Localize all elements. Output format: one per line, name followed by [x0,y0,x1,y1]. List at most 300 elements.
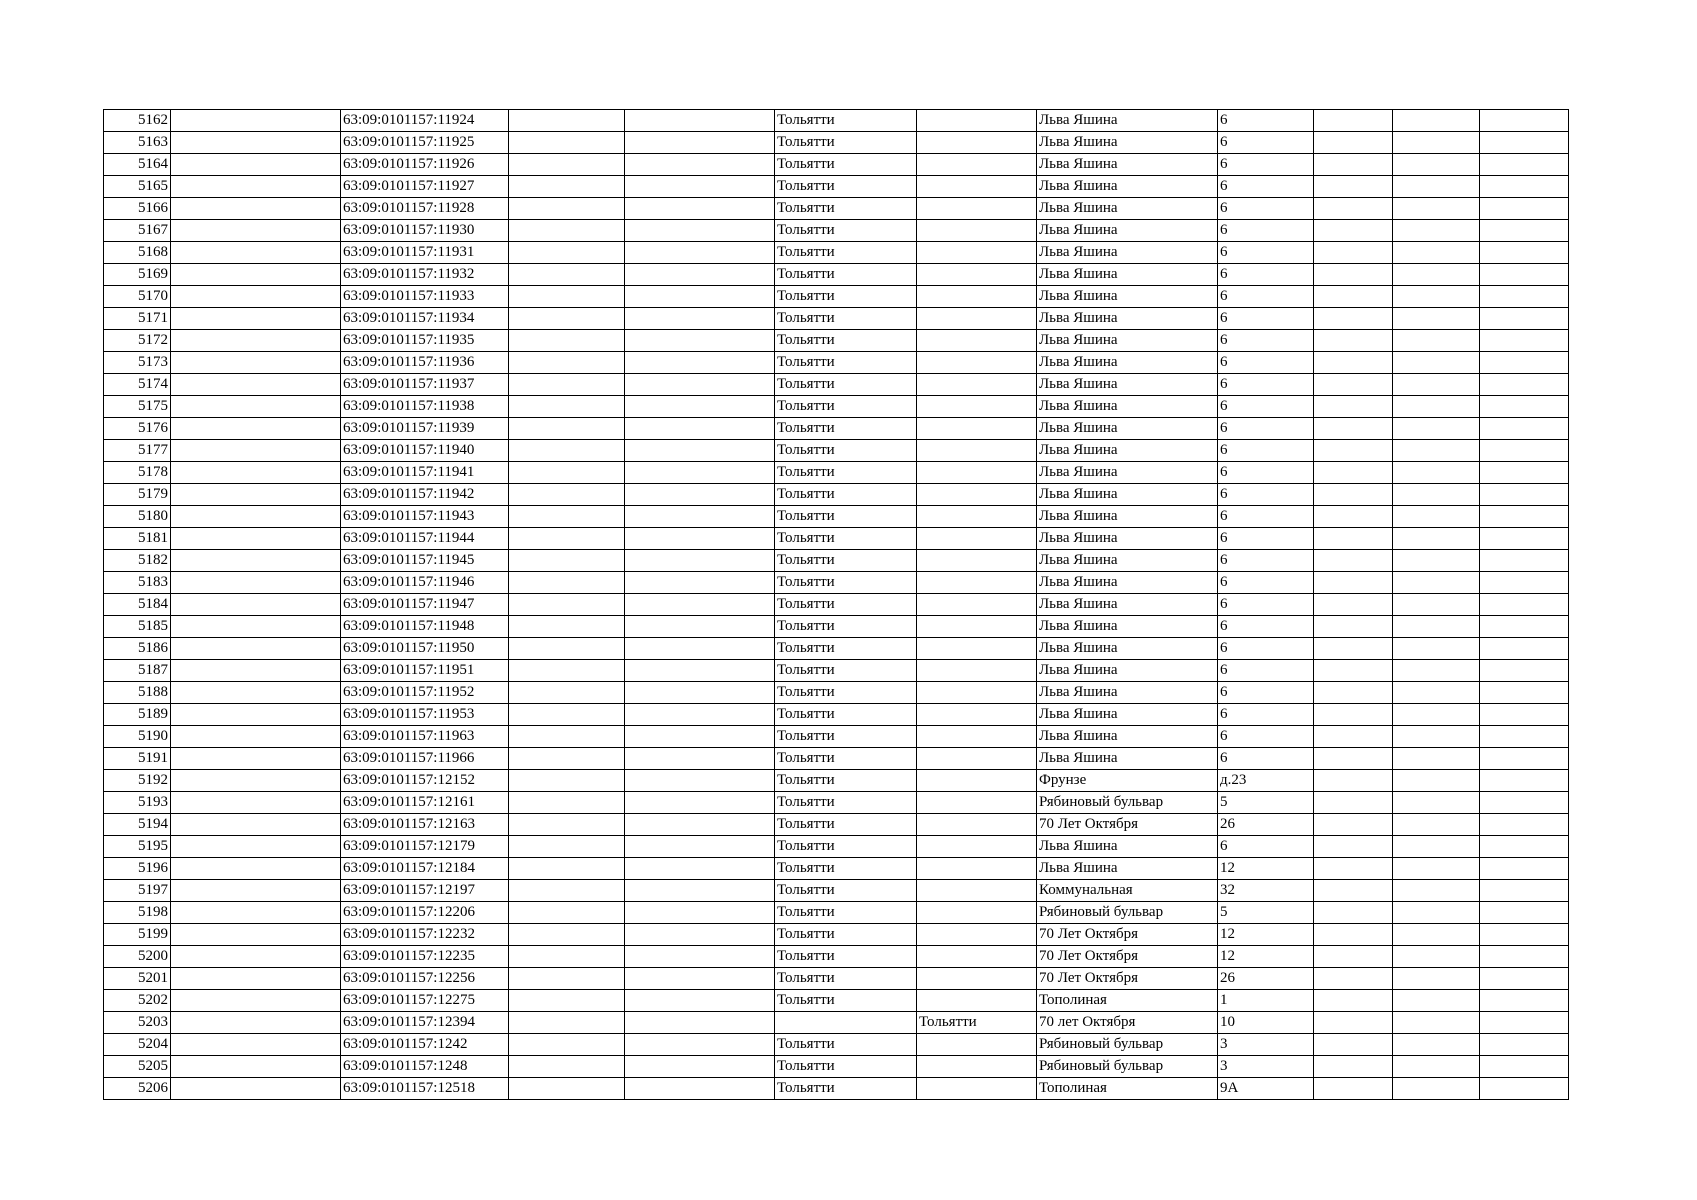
cell-settlement [917,264,1037,286]
cell-col-2 [171,748,341,770]
cell-col-4 [509,132,625,154]
cell-col-12 [1480,418,1569,440]
cell-col-2 [171,924,341,946]
cell-col-5 [625,352,775,374]
cell-col-2 [171,792,341,814]
cell-col-2 [171,528,341,550]
cell-city: Тольятти [775,704,917,726]
cell-street: Льва Яшина [1037,264,1218,286]
cell-col-5 [625,286,775,308]
cell-col-4 [509,264,625,286]
cell-col-11 [1393,1056,1480,1078]
cell-col-12 [1480,682,1569,704]
table-row [104,770,1569,792]
cell-col-4 [509,880,625,902]
table-row [104,440,1569,462]
cell-row-number: 5181 [104,528,171,550]
cell-house-number: 6 [1218,198,1314,220]
cell-col-5 [625,440,775,462]
cell-cadastral-number: 63:09:0101157:12518 [341,1078,509,1100]
cell-col-10 [1314,924,1393,946]
cell-cadastral-number: 63:09:0101157:11944 [341,528,509,550]
cell-row-number: 5178 [104,462,171,484]
cell-row-number: 5170 [104,286,171,308]
cell-col-12 [1480,726,1569,748]
cell-street: Фрунзе [1037,770,1218,792]
cell-col-11 [1393,726,1480,748]
cell-col-5 [625,1056,775,1078]
cell-col-11 [1393,418,1480,440]
cell-cadastral-number: 63:09:0101157:11942 [341,484,509,506]
cell-col-11 [1393,968,1480,990]
cell-cadastral-number: 63:09:0101157:11932 [341,264,509,286]
cell-settlement [917,462,1037,484]
cell-col-12 [1480,792,1569,814]
cell-street: 70 Лет Октября [1037,968,1218,990]
cell-col-11 [1393,242,1480,264]
cell-col-10 [1314,748,1393,770]
cell-col-4 [509,572,625,594]
cell-house-number: 10 [1218,1012,1314,1034]
cell-cadastral-number: 63:09:0101157:1242 [341,1034,509,1056]
cell-cadastral-number: 63:09:0101157:11934 [341,308,509,330]
cell-row-number: 5169 [104,264,171,286]
cell-row-number: 5196 [104,858,171,880]
cell-house-number: 6 [1218,550,1314,572]
cell-col-4 [509,792,625,814]
cell-col-10 [1314,726,1393,748]
cell-col-5 [625,528,775,550]
cell-col-12 [1480,396,1569,418]
cell-row-number: 5195 [104,836,171,858]
cell-col-5 [625,572,775,594]
table-row [104,154,1569,176]
cell-col-5 [625,770,775,792]
cell-col-2 [171,880,341,902]
cell-col-10 [1314,374,1393,396]
cell-col-10 [1314,110,1393,132]
cell-col-2 [171,418,341,440]
cell-city: Тольятти [775,836,917,858]
cell-street: Льва Яшина [1037,176,1218,198]
cell-settlement [917,418,1037,440]
cell-street: Льва Яшина [1037,330,1218,352]
cell-city: Тольятти [775,396,917,418]
cell-cadastral-number: 63:09:0101157:11933 [341,286,509,308]
table-row [104,726,1569,748]
cell-row-number: 5184 [104,594,171,616]
cell-col-10 [1314,572,1393,594]
cell-col-10 [1314,682,1393,704]
cell-street: Льва Яшина [1037,462,1218,484]
cell-settlement [917,1034,1037,1056]
cell-city: Тольятти [775,132,917,154]
table-row [104,572,1569,594]
cell-col-11 [1393,836,1480,858]
cell-col-5 [625,154,775,176]
cell-col-4 [509,506,625,528]
cell-col-12 [1480,198,1569,220]
cell-row-number: 5162 [104,110,171,132]
cell-col-12 [1480,946,1569,968]
cell-col-10 [1314,858,1393,880]
cell-settlement [917,308,1037,330]
cell-house-number: 6 [1218,726,1314,748]
cell-street: 70 Лет Октября [1037,924,1218,946]
cell-cadastral-number: 63:09:0101157:11926 [341,154,509,176]
cell-col-10 [1314,396,1393,418]
cell-col-11 [1393,352,1480,374]
cell-city: Тольятти [775,858,917,880]
cell-house-number: 3 [1218,1056,1314,1078]
cell-settlement [917,726,1037,748]
cell-col-4 [509,1012,625,1034]
cell-col-5 [625,880,775,902]
cell-col-11 [1393,616,1480,638]
cell-row-number: 5192 [104,770,171,792]
cell-col-5 [625,462,775,484]
cell-col-4 [509,704,625,726]
cell-col-4 [509,198,625,220]
cell-col-10 [1314,220,1393,242]
cell-col-4 [509,550,625,572]
cell-cadastral-number: 63:09:0101157:11950 [341,638,509,660]
cell-city: Тольятти [775,308,917,330]
cell-row-number: 5166 [104,198,171,220]
cell-row-number: 5174 [104,374,171,396]
cell-street: Льва Яшина [1037,704,1218,726]
cell-city: Тольятти [775,594,917,616]
cell-house-number: 6 [1218,594,1314,616]
cell-street: Тополиная [1037,1078,1218,1100]
table-row [104,132,1569,154]
cell-col-11 [1393,814,1480,836]
cell-col-2 [171,550,341,572]
cell-cadastral-number: 63:09:0101157:12206 [341,902,509,924]
cell-col-4 [509,286,625,308]
cell-house-number: 6 [1218,418,1314,440]
cell-cadastral-number: 63:09:0101157:12197 [341,880,509,902]
cell-col-4 [509,748,625,770]
table-row [104,748,1569,770]
cell-col-4 [509,616,625,638]
cell-house-number: 6 [1218,352,1314,374]
cell-row-number: 5201 [104,968,171,990]
table-row [104,858,1569,880]
cell-col-4 [509,814,625,836]
cell-col-4 [509,1056,625,1078]
cell-street: Льва Яшина [1037,836,1218,858]
cell-settlement [917,660,1037,682]
cell-col-5 [625,264,775,286]
cell-col-4 [509,858,625,880]
cell-cadastral-number: 63:09:0101157:11928 [341,198,509,220]
cell-col-10 [1314,594,1393,616]
table-row [104,880,1569,902]
cell-col-2 [171,836,341,858]
cell-street: 70 лет Октября [1037,1012,1218,1034]
cell-row-number: 5203 [104,1012,171,1034]
cell-settlement [917,946,1037,968]
cell-row-number: 5168 [104,242,171,264]
cell-settlement [917,330,1037,352]
cell-col-2 [171,1034,341,1056]
cell-row-number: 5186 [104,638,171,660]
cell-row-number: 5183 [104,572,171,594]
cell-col-10 [1314,968,1393,990]
table-row [104,198,1569,220]
cell-col-11 [1393,1034,1480,1056]
table-row [104,638,1569,660]
cell-city: Тольятти [775,924,917,946]
cell-cadastral-number: 63:09:0101157:12161 [341,792,509,814]
cell-col-2 [171,968,341,990]
cell-house-number: 6 [1218,308,1314,330]
cell-col-10 [1314,946,1393,968]
table-row [104,792,1569,814]
table-row [104,308,1569,330]
cell-house-number: 6 [1218,374,1314,396]
table-row [104,506,1569,528]
cell-col-4 [509,154,625,176]
cell-col-4 [509,220,625,242]
register-table-body [104,110,1569,1100]
cell-col-5 [625,1078,775,1100]
cell-col-5 [625,748,775,770]
cell-row-number: 5167 [104,220,171,242]
cell-city: Тольятти [775,264,917,286]
cell-row-number: 5200 [104,946,171,968]
table-row [104,462,1569,484]
cell-col-5 [625,418,775,440]
cell-col-10 [1314,506,1393,528]
cell-settlement [917,924,1037,946]
cell-settlement [917,814,1037,836]
cell-col-2 [171,242,341,264]
cell-street: Льва Яшина [1037,154,1218,176]
cell-house-number: 6 [1218,220,1314,242]
cell-house-number: 6 [1218,462,1314,484]
cell-col-11 [1393,374,1480,396]
cell-city: Тольятти [775,616,917,638]
table-row [104,396,1569,418]
cell-row-number: 5189 [104,704,171,726]
cell-city: Тольятти [775,330,917,352]
cell-col-4 [509,682,625,704]
cell-cadastral-number: 63:09:0101157:11939 [341,418,509,440]
cell-col-12 [1480,858,1569,880]
cell-street: Рябиновый бульвар [1037,902,1218,924]
cell-settlement [917,572,1037,594]
cell-city: Тольятти [775,374,917,396]
cell-settlement [917,220,1037,242]
cell-street: Льва Яшина [1037,242,1218,264]
cell-col-5 [625,594,775,616]
table-row [104,902,1569,924]
cell-col-11 [1393,308,1480,330]
cell-row-number: 5204 [104,1034,171,1056]
cell-col-2 [171,132,341,154]
cell-col-11 [1393,946,1480,968]
cell-col-2 [171,660,341,682]
cell-row-number: 5206 [104,1078,171,1100]
cell-cadastral-number: 63:09:0101157:11940 [341,440,509,462]
cell-col-4 [509,770,625,792]
cell-col-11 [1393,550,1480,572]
table-row [104,176,1569,198]
cell-col-12 [1480,110,1569,132]
cell-col-10 [1314,154,1393,176]
cell-street: Рябиновый бульвар [1037,1034,1218,1056]
cell-house-number: 6 [1218,528,1314,550]
cell-house-number: 6 [1218,616,1314,638]
cell-city: Тольятти [775,550,917,572]
cell-col-11 [1393,572,1480,594]
cell-col-11 [1393,264,1480,286]
cell-city: Тольятти [775,352,917,374]
cell-street: Льва Яшина [1037,506,1218,528]
cell-settlement [917,836,1037,858]
cell-col-4 [509,836,625,858]
table-row [104,946,1569,968]
cell-cadastral-number: 63:09:0101157:12232 [341,924,509,946]
cell-cadastral-number: 63:09:0101157:11935 [341,330,509,352]
cell-col-4 [509,528,625,550]
cell-col-12 [1480,748,1569,770]
cell-col-11 [1393,330,1480,352]
cell-col-5 [625,704,775,726]
cell-col-12 [1480,902,1569,924]
cell-col-5 [625,242,775,264]
cell-house-number: 3 [1218,1034,1314,1056]
cell-settlement [917,352,1037,374]
cell-col-5 [625,792,775,814]
cell-settlement [917,594,1037,616]
cell-house-number: 6 [1218,330,1314,352]
cell-city: Тольятти [775,418,917,440]
table-row [104,836,1569,858]
cell-house-number: 6 [1218,484,1314,506]
cell-col-4 [509,308,625,330]
cell-city: Тольятти [775,682,917,704]
cell-col-12 [1480,616,1569,638]
cell-col-12 [1480,1056,1569,1078]
cell-col-12 [1480,660,1569,682]
cell-cadastral-number: 63:09:0101157:11927 [341,176,509,198]
cell-house-number: 32 [1218,880,1314,902]
cell-settlement [917,792,1037,814]
cell-street: Льва Яшина [1037,528,1218,550]
table-row [104,814,1569,836]
cell-col-10 [1314,286,1393,308]
cell-house-number: 12 [1218,858,1314,880]
cell-col-11 [1393,770,1480,792]
cell-col-12 [1480,836,1569,858]
cell-col-2 [171,572,341,594]
cell-city: Тольятти [775,968,917,990]
cell-settlement [917,176,1037,198]
cell-col-5 [625,220,775,242]
table-row [104,242,1569,264]
cell-row-number: 5198 [104,902,171,924]
cell-col-10 [1314,330,1393,352]
cell-col-10 [1314,528,1393,550]
cell-col-2 [171,484,341,506]
cell-col-2 [171,638,341,660]
cell-col-2 [171,110,341,132]
cell-col-11 [1393,594,1480,616]
cell-col-5 [625,990,775,1012]
cell-col-12 [1480,528,1569,550]
cell-settlement: Тольятти [917,1012,1037,1034]
cell-city: Тольятти [775,154,917,176]
cell-cadastral-number: 63:09:0101157:12152 [341,770,509,792]
cell-col-11 [1393,990,1480,1012]
cell-col-12 [1480,264,1569,286]
cell-street: Тополиная [1037,990,1218,1012]
cell-col-12 [1480,1078,1569,1100]
cell-cadastral-number: 63:09:0101157:1248 [341,1056,509,1078]
cell-city: Тольятти [775,110,917,132]
cell-house-number: 6 [1218,242,1314,264]
cell-city: Тольятти [775,572,917,594]
cell-col-12 [1480,462,1569,484]
cell-col-12 [1480,968,1569,990]
cell-col-2 [171,1078,341,1100]
cell-col-12 [1480,638,1569,660]
cell-house-number: 6 [1218,396,1314,418]
cell-cadastral-number: 63:09:0101157:11941 [341,462,509,484]
cell-street: Льва Яшина [1037,418,1218,440]
cell-col-4 [509,946,625,968]
cell-house-number: 6 [1218,110,1314,132]
cell-settlement [917,396,1037,418]
table-row [104,550,1569,572]
cell-row-number: 5173 [104,352,171,374]
cell-house-number: 6 [1218,682,1314,704]
cell-city: Тольятти [775,660,917,682]
table-row [104,594,1569,616]
table-row [104,682,1569,704]
cell-cadastral-number: 63:09:0101157:11946 [341,572,509,594]
cell-col-5 [625,814,775,836]
cell-col-2 [171,286,341,308]
cell-col-12 [1480,594,1569,616]
cell-row-number: 5202 [104,990,171,1012]
cell-city: Тольятти [775,1078,917,1100]
cell-col-4 [509,374,625,396]
table-row [104,704,1569,726]
cell-cadastral-number: 63:09:0101157:11945 [341,550,509,572]
cell-col-12 [1480,704,1569,726]
table-row [104,968,1569,990]
cell-col-2 [171,176,341,198]
cell-col-2 [171,616,341,638]
cell-cadastral-number: 63:09:0101157:11938 [341,396,509,418]
cell-col-4 [509,594,625,616]
cell-street: Льва Яшина [1037,110,1218,132]
cell-col-10 [1314,638,1393,660]
cell-col-10 [1314,880,1393,902]
cell-col-10 [1314,902,1393,924]
cell-col-12 [1480,990,1569,1012]
cell-col-12 [1480,440,1569,462]
cell-city: Тольятти [775,726,917,748]
cell-col-12 [1480,550,1569,572]
cell-house-number: 6 [1218,572,1314,594]
cell-row-number: 5188 [104,682,171,704]
cell-street: Льва Яшина [1037,616,1218,638]
